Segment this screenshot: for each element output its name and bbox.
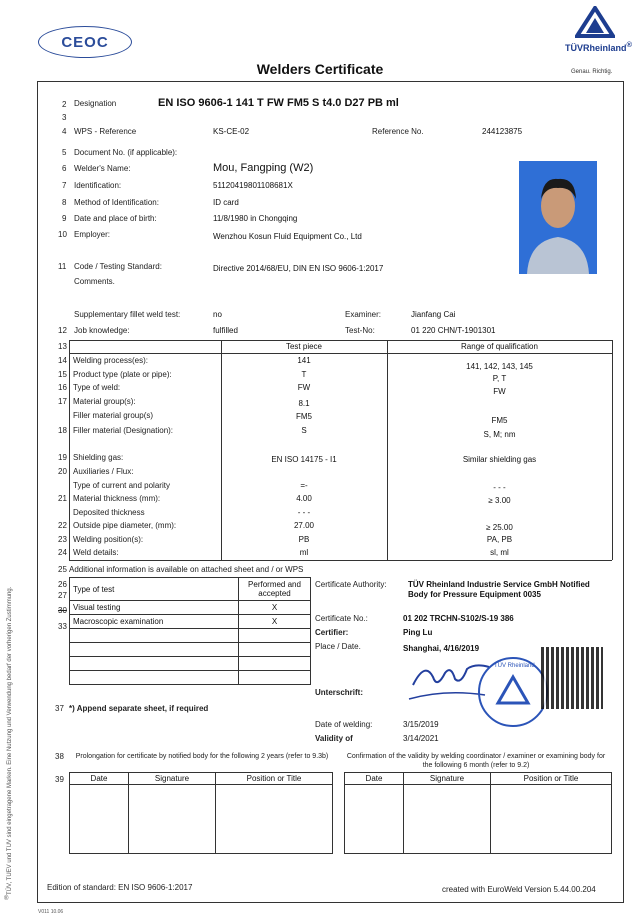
table-row-test: 27.00 (293, 521, 315, 530)
tuv-logo (565, 6, 633, 53)
row-number: 16 (58, 383, 67, 392)
table-row-test: 141 (297, 356, 311, 365)
certifier-value: Ping Lu (403, 628, 433, 637)
comments-label: Comments. (74, 277, 115, 286)
additional-info: Additional information is available on attached sheet and / or WPS (69, 565, 304, 574)
side-legal-text (0, 552, 14, 912)
row-number: 10 (58, 230, 67, 239)
qual-head-test: Test piece (285, 342, 323, 351)
row-number: 25 (58, 565, 67, 574)
place-date-label: Place / Date. (315, 642, 361, 651)
job-knowledge-label: Job knowledge: (74, 326, 130, 335)
code-value: Directive 2014/68/EU, DIN EN ISO 9606-1:2017 (213, 264, 384, 273)
tuv-name: TÜVRheinland (565, 43, 627, 53)
table-row-label: Type of weld: (73, 383, 121, 392)
table-row-range: 141, 142, 143, 145 (466, 362, 533, 371)
prolongation-left: Prolongation for certificate by notified body for the following 2 years (refer to 9.3b) (75, 753, 329, 760)
examiner-value: Jianfang Cai (411, 310, 456, 319)
welder-name-value: Mou, Fangping (W2) (213, 162, 314, 174)
table-row-label: Auxiliaries / Flux: (73, 467, 134, 476)
row-number: 17 (58, 397, 67, 406)
tests-head-type: Type of test (70, 578, 239, 601)
page-title: Welders Certificate (256, 61, 384, 77)
qr-code-icon (541, 647, 603, 709)
prolongation-table-left (69, 772, 333, 854)
row-number: 3 (62, 113, 67, 122)
test-empty (239, 629, 311, 643)
tests-head-performed: Performed and accepted (239, 578, 311, 601)
row-number: 19 (58, 453, 67, 462)
col-signature: Signature (404, 773, 491, 785)
row-number: 4 (62, 127, 67, 136)
table-row-test: T (301, 370, 307, 379)
identification-label: Identification: (74, 181, 122, 190)
table-row-test: FM5 (296, 412, 312, 421)
col-position: Position or Title (216, 773, 333, 785)
method-label: Method of Identification: (74, 198, 159, 207)
table-row-label: Filler material group(s) (73, 411, 154, 420)
table-row-label: Weld details: (73, 548, 119, 557)
document-label: Document No. (if applicable): (74, 148, 178, 157)
row-number: 11 (58, 262, 67, 271)
test-no-label: Test-No: (345, 326, 375, 335)
table-row-label: Outside pipe diameter, (mm): (73, 521, 177, 530)
reference-value: 244123875 (482, 127, 523, 136)
table-border (69, 340, 70, 560)
table-row-test: FW (297, 383, 311, 392)
ceoc-logo-text: CEOC (61, 33, 109, 51)
table-border (69, 560, 612, 561)
date-of-welding-value: 3/15/2019 (403, 720, 439, 729)
test-empty (70, 643, 239, 657)
table-border (612, 340, 613, 560)
tests-table (69, 577, 311, 685)
col-signature: Signature (129, 773, 216, 785)
employer-value: Wenzhou Kosun Fluid Equipment Co., Ltd (213, 232, 362, 241)
table-row-test: S (301, 426, 307, 435)
certificate-no-value: 01 202 TRCHN-S102/S-19 386 (403, 614, 514, 623)
row-number: 22 (58, 521, 67, 530)
test-no-value: 01 220 CHN/T-1901301 (411, 326, 496, 335)
append-note: *) Append separate sheet, if required (69, 704, 209, 713)
test-empty (239, 657, 311, 671)
table-cell (345, 785, 404, 854)
supplementary-label: Supplementary fillet weld test: (74, 310, 181, 319)
birth-label: Date and place of birth: (74, 214, 157, 223)
table-row-label: Product type (plate or pipe): (73, 370, 172, 379)
birth-value: 11/8/1980 in Chongqing (213, 214, 298, 223)
tuv-triangle-icon (575, 6, 615, 38)
test-empty (239, 671, 311, 685)
row-number: 37 (55, 704, 64, 713)
col-date: Date (345, 773, 404, 785)
table-row-range: ≥ 25.00 (486, 523, 513, 532)
row-number: 21 (58, 494, 67, 503)
welder-photo (519, 161, 597, 274)
test-empty (70, 657, 239, 671)
examiner-label: Examiner: (345, 310, 382, 319)
table-row-test: =- (300, 481, 308, 490)
date-of-welding-label: Date of welding: (315, 720, 373, 729)
side-reg-mark: ® (4, 896, 9, 902)
row-number: 2 (62, 100, 67, 109)
col-position: Position or Title (491, 773, 612, 785)
table-row-test: - - - (297, 508, 311, 517)
row-number: 18 (58, 426, 67, 435)
table-row-range: Similar shielding gas (462, 455, 537, 464)
table-border (69, 340, 612, 341)
table-cell (404, 785, 491, 854)
job-knowledge-value: fulfilled (213, 326, 238, 335)
table-row-range: PA, PB (486, 535, 513, 544)
col-date: Date (70, 773, 129, 785)
row-number: 7 (62, 181, 67, 190)
prolongation-right: Confirmation of the validity by welding coordinator / examiner or examining body for the following 6 month (refer to 9.2) (346, 753, 606, 769)
identification-value: 51120419801108681X (213, 181, 293, 190)
place-date-value: Shanghai, 4/16/2019 (403, 644, 480, 653)
table-cell (70, 785, 129, 854)
table-row-range: S, M; nm (483, 430, 516, 439)
tuv-stamp (478, 657, 548, 727)
reference-label: Reference No. (372, 127, 424, 136)
test-type: Visual testing (70, 601, 239, 615)
row-number: 6 (62, 164, 67, 173)
validity-value: 3/14/2021 (403, 734, 439, 743)
authority-label: Certificate Authority: (315, 580, 387, 589)
table-row-test: PB (298, 535, 310, 544)
designation-value: EN ISO 9606-1 141 T FW FM5 S t4.0 D27 PB ml (158, 97, 399, 109)
test-empty (70, 671, 239, 685)
table-row-test: 8.1 (298, 399, 310, 408)
row-number: 5 (62, 148, 67, 157)
row-number: 30 (58, 606, 67, 615)
table-row-range: FM5 (491, 416, 508, 425)
welder-portrait-icon (519, 161, 597, 274)
wps-label: WPS - Reference (74, 127, 137, 136)
row-number: 9 (62, 214, 67, 223)
row-number: 38 (55, 752, 64, 761)
prolongation-table-right (344, 772, 612, 854)
wps-value: KS-CE-02 (213, 127, 250, 136)
certificate-no-label: Certificate No.: (315, 614, 368, 623)
row-number: 15 (58, 370, 67, 379)
employer-label: Employer: (74, 230, 111, 239)
row-number: 26 (58, 580, 67, 589)
table-row-label: Material thickness (mm): (73, 494, 161, 503)
table-row-test: EN ISO 14175 - I1 (271, 455, 337, 464)
row-number: 8 (62, 198, 67, 207)
row-number: 24 (58, 548, 67, 557)
row-number: 14 (58, 356, 67, 365)
table-row-label: Shielding gas: (73, 453, 124, 462)
row-number: 33 (58, 622, 67, 631)
table-cell (129, 785, 216, 854)
tuv-slogan: Genau. Richtig. (571, 69, 613, 75)
test-type: Macroscopic examination (70, 615, 239, 629)
stamp-text: TÜV Rheinland (494, 663, 535, 669)
qual-head-range: Range of qualification (461, 342, 538, 351)
side-legal-content: TÜV, TUEV und TUV sind eingetragene Marken. Eine Nutzung und Verwendung bedarf der vorherigen Zustimmung. (7, 586, 13, 895)
table-row-range: ≥ 3.00 (488, 496, 511, 505)
ceoc-logo (38, 26, 132, 58)
test-empty (70, 629, 239, 643)
row-number: 13 (58, 342, 67, 351)
table-row-label: Type of current and polarity (73, 481, 170, 490)
table-row-range: - - - (493, 483, 506, 492)
row-number: 27 (58, 591, 67, 600)
designation-label: Designation (74, 99, 117, 108)
test-empty (239, 643, 311, 657)
certifier-label: Certifier: (315, 628, 349, 637)
table-row-test: ml (299, 548, 309, 557)
table-row-test: 4.00 (296, 494, 312, 503)
table-row-label: Welding position(s): (73, 535, 144, 544)
row-number: 12 (58, 326, 67, 335)
form-code: V011 10.06 (38, 909, 64, 915)
code-label: Code / Testing Standard: (74, 262, 162, 271)
created-footer: created with EuroWeld Version 5.44.00.204 (442, 885, 596, 894)
test-performed: X (239, 615, 311, 629)
table-row-range: sl, ml (490, 548, 509, 557)
table-row-range: FW (493, 387, 506, 396)
table-row-label: Welding process(es): (73, 356, 148, 365)
table-cell (216, 785, 333, 854)
signature-label: Unterschrift: (315, 688, 364, 697)
supplementary-value: no (213, 310, 222, 319)
method-value: ID card (213, 198, 239, 207)
authority-value: TÜV Rheinland Industrie Service GmbH Notified Body for Pressure Equipment 0035 (408, 580, 590, 599)
table-row-label: Filler material (Designation): (73, 426, 174, 435)
row-number: 23 (58, 535, 67, 544)
tuv-reg: ® (626, 40, 633, 49)
validity-label: Validity of (315, 734, 353, 743)
welder-name-label: Welder's Name: (74, 164, 131, 173)
row-number: 20 (58, 467, 67, 476)
table-row-range: P, T (492, 374, 507, 383)
table-row-label: Material group(s): (73, 397, 136, 406)
edition-footer: Edition of standard: EN ISO 9606-1:2017 (47, 883, 193, 892)
test-performed: X (239, 601, 311, 615)
row-number: 39 (55, 775, 64, 784)
table-cell (491, 785, 612, 854)
table-border (69, 353, 612, 354)
table-row-label: Deposited thickness (73, 508, 145, 517)
